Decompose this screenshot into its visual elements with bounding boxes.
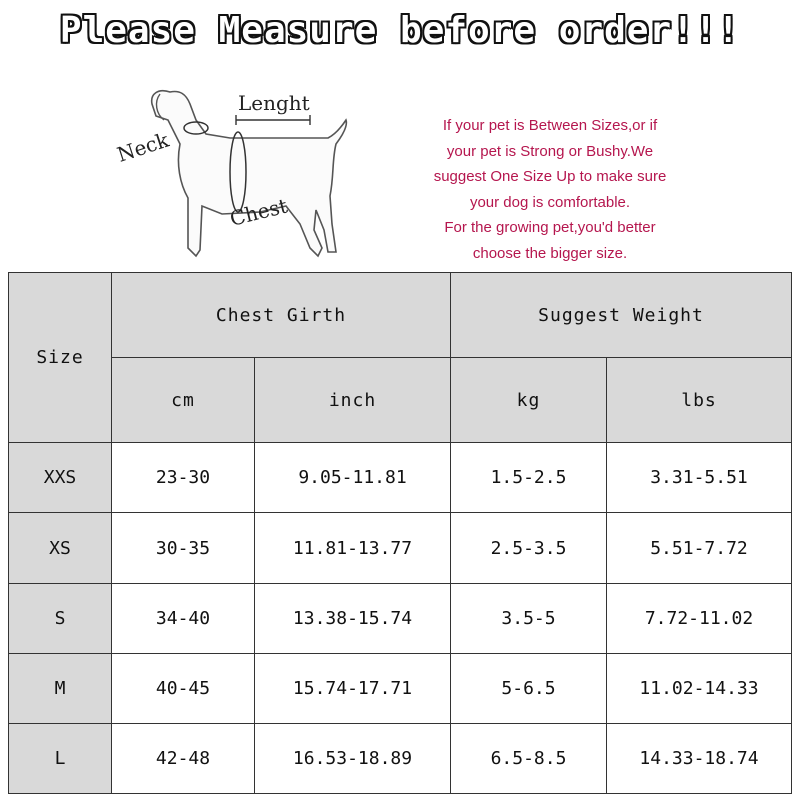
- dog-measurement-diagram: [110, 80, 370, 265]
- note-line: choose the bigger size.: [472, 244, 628, 262]
- weight-kg-cell: 1.5-2.5: [451, 443, 607, 513]
- suggest-weight-header: Suggest Weight: [451, 273, 792, 358]
- inch-header: inch: [255, 358, 451, 443]
- table-row: [9, 653, 792, 723]
- table-row: [9, 583, 792, 653]
- size-chart-table: [8, 272, 792, 794]
- table-row: [9, 513, 792, 583]
- neck-label: Neck: [114, 127, 172, 167]
- weight-kg-cell: 3.5-5: [451, 583, 607, 653]
- chest-cm-cell: 23-30: [112, 443, 255, 513]
- weight-lbs-cell: 5.51-7.72: [607, 513, 792, 583]
- size-cell: M: [9, 653, 112, 723]
- chest-inch-cell: 13.38-15.74: [255, 583, 451, 653]
- weight-kg-cell: 5-6.5: [451, 653, 607, 723]
- lenght-label: Lenght: [238, 91, 310, 115]
- page-title: Please Measure before order!!!: [59, 10, 741, 51]
- weight-kg-cell: 6.5-8.5: [451, 723, 607, 793]
- size-advice-note: [400, 113, 700, 266]
- chest-inch-cell: 11.81-13.77: [255, 513, 451, 583]
- size-cell: L: [9, 723, 112, 793]
- table-row: [9, 723, 792, 793]
- chest-cm-cell: 40-45: [112, 653, 255, 723]
- note-line: For the growing pet,you'd better: [444, 219, 656, 236]
- chest-inch-cell: 16.53-18.89: [255, 723, 451, 793]
- weight-lbs-cell: 3.31-5.51: [607, 443, 792, 513]
- chest-inch-cell: 15.74-17.71: [255, 653, 451, 723]
- note-line: your pet is Strong or Bushy.We: [446, 142, 654, 160]
- size-cell: XXS: [9, 443, 112, 513]
- weight-lbs-cell: 7.72-11.02: [607, 583, 792, 653]
- cm-header: cm: [112, 358, 255, 443]
- chest-cm-cell: 30-35: [112, 513, 255, 583]
- note-line: suggest One Size Up to make sure: [433, 168, 667, 185]
- note-line: your dog is comfortable.: [469, 193, 631, 211]
- weight-lbs-cell: 11.02-14.33: [607, 653, 792, 723]
- lbs-header: lbs: [607, 358, 792, 443]
- chest-label: Chest: [227, 193, 290, 231]
- size-header: Size: [9, 273, 112, 443]
- size-cell: XS: [9, 513, 112, 583]
- table-row: [9, 443, 792, 513]
- chest-girth-header: Chest Girth: [112, 273, 451, 358]
- note-line: If your pet is Between Sizes,or if: [442, 117, 658, 134]
- weight-lbs-cell: 14.33-18.74: [607, 723, 792, 793]
- size-cell: S: [9, 583, 112, 653]
- weight-kg-cell: 2.5-3.5: [451, 513, 607, 583]
- kg-header: kg: [451, 358, 607, 443]
- dog-outline: [152, 91, 347, 256]
- chest-cm-cell: 42-48: [112, 723, 255, 793]
- chest-inch-cell: 9.05-11.81: [255, 443, 451, 513]
- chest-cm-cell: 34-40: [112, 583, 255, 653]
